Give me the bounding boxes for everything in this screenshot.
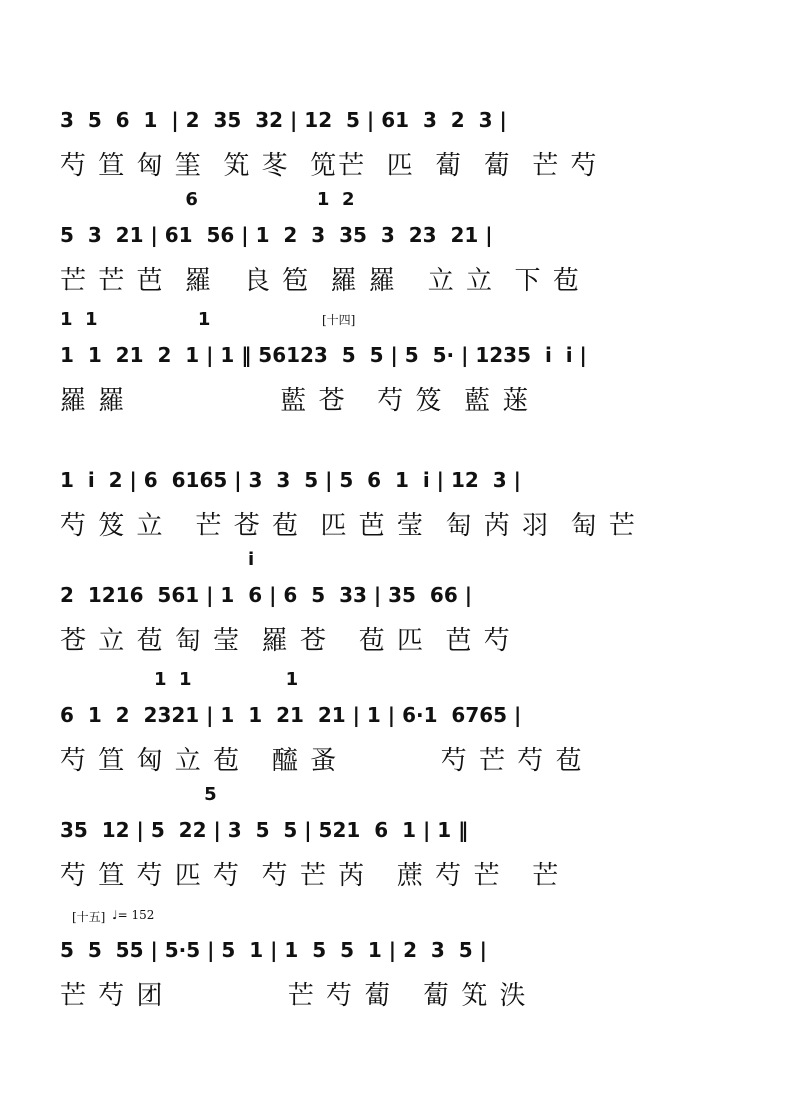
- jianpu-notes: 6 1 2 2321 | 1 1 21 21 | 1 | 6·1 6765 |: [60, 703, 522, 727]
- jianzi-tablature: 芒 芍 团 芒 芍 蔔 蔔 笂 泆: [60, 981, 528, 1011]
- jianzi-tablature: 芍 笈 立 芒 苍 苞 匹 芭 莹 匋 芮 羽 匋 芒: [60, 511, 637, 541]
- jianzi-tablature: 芒 芒 芭 羅 良 笣 羅 羅 立 立 下 苞: [60, 266, 581, 296]
- jianpu-notes: 5 3 21 | 61 56 | 1 2 3 35 3 23 21 |: [60, 223, 493, 247]
- jianzi-tablature: 芍 笪 匈 筀 笂 苳 笕芒 匹 蔔 蔔 芒 芍: [60, 151, 599, 181]
- jianpu-notes: 1 1 21 2 1 | 1 ‖ 56123 5 5 | 5 5· | 1235 i i |: [60, 343, 587, 367]
- upper-notes: i: [60, 549, 255, 570]
- jianpu-notes: 3 5 6 1 | 2 35 32 | 12 5 | 61 3 2 3 |: [60, 108, 507, 132]
- section-label: [十五]: [72, 910, 106, 924]
- upper-notes: 5: [60, 784, 217, 805]
- upper-notes: 1 1 1: [60, 669, 299, 690]
- section-label: [十四]: [322, 313, 356, 327]
- jianzi-tablature: 羅 羅 藍 苍 芍 笈 藍 蒾: [60, 386, 531, 416]
- tempo-marking: ♩= 152: [112, 908, 155, 922]
- jianzi-tablature: 苍 立 苞 匋 莹 羅 苍 苞 匹 芭 芍: [60, 626, 512, 656]
- upper-notes: 1 1 1: [60, 309, 211, 330]
- jianpu-notes: 1 i 2 | 6 6165 | 3 3 5 | 5 6 1 i | 12 3 |: [60, 468, 521, 492]
- upper-notes: 6 1 2: [60, 189, 355, 210]
- jianzi-tablature: 芍 笪 芍 匹 芍 芍 芒 芮 蔗 芍 芒 芒: [60, 861, 561, 891]
- jianzi-tablature: 芍 笪 匈 立 苞 醯 蚤 芍 芒 芍 苞: [60, 746, 584, 776]
- jianpu-notes: 2 1216 561 | 1 6 | 6 5 33 | 35 66 |: [60, 583, 473, 607]
- jianpu-notes: 35 12 | 5 22 | 3 5 5 | 521 6 1 | 1 ‖: [60, 818, 469, 842]
- jianpu-notes: 5 5 55 | 5·5 | 5 1 | 1 5 5 1 | 2 3 5 |: [60, 938, 487, 962]
